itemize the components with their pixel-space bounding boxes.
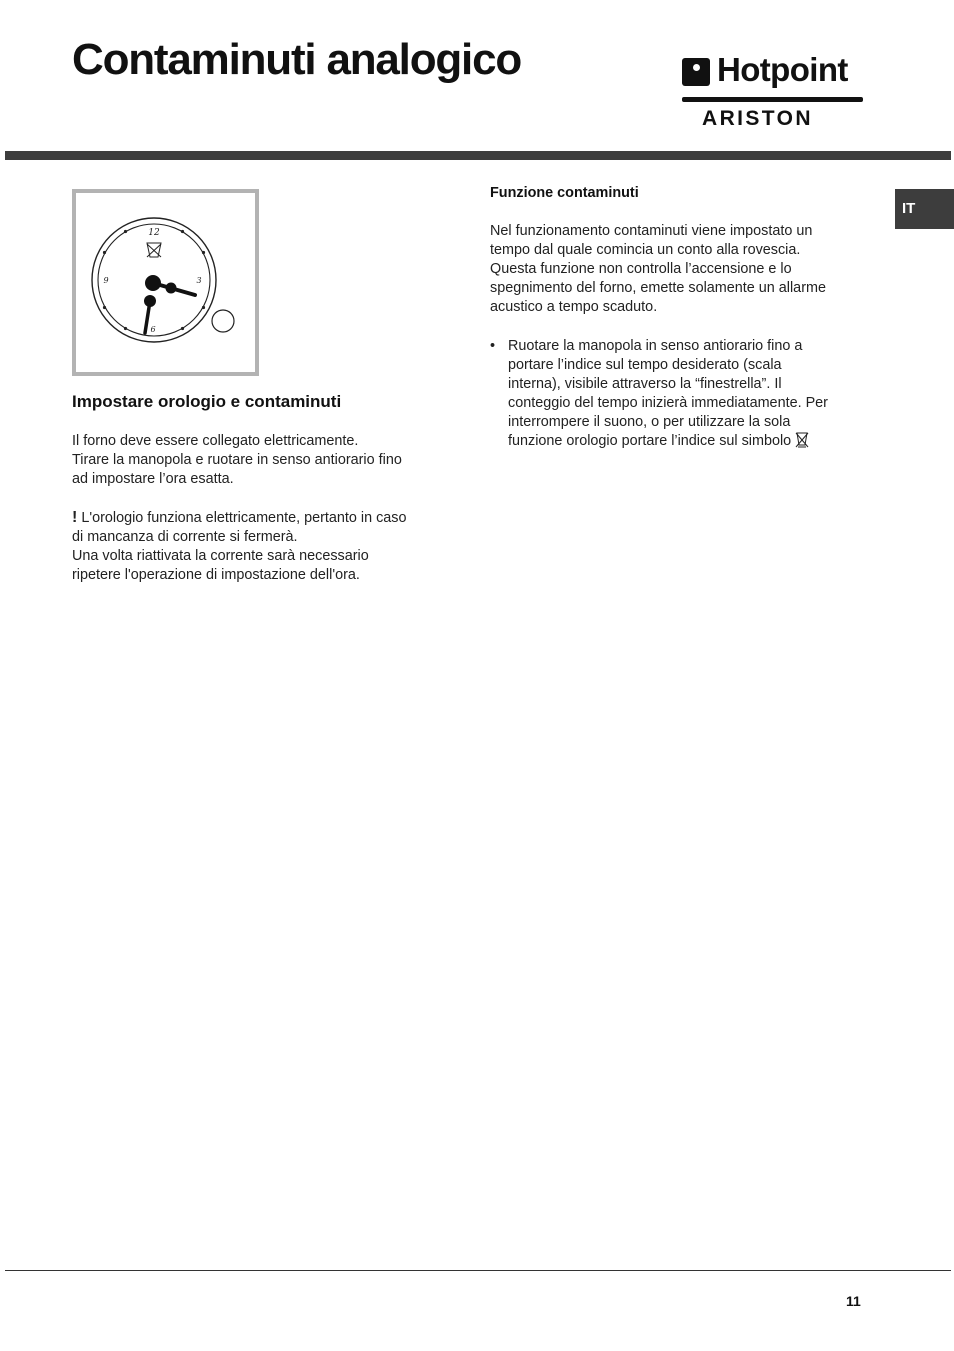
bullet-mark: •	[490, 338, 496, 354]
section-heading-clock: Impostare orologio e contaminuti	[72, 392, 342, 411]
paragraph-timer-function	[490, 222, 862, 317]
text-line: Ruotare la manopola in senso antiorario fino a	[508, 338, 803, 354]
bell-off-icon	[795, 432, 809, 448]
text-line: conteggio del tempo inizierà immediatamente. Per	[508, 395, 828, 411]
brand-logo	[682, 51, 864, 132]
brand-name-top: Hotpoint	[717, 51, 848, 88]
language-tab: IT	[895, 189, 954, 229]
text-line: portare l’indice sul tempo desiderato (scala	[508, 357, 782, 373]
section-heading-timer: Funzione contaminuti	[490, 185, 639, 201]
page-title: Contaminuti analogico	[72, 35, 522, 84]
text-line: L'orologio funziona elettricamente, pertanto in caso	[77, 510, 407, 526]
instruction-bullet	[490, 337, 862, 451]
text-line: ad impostare l’ora esatta.	[72, 471, 234, 487]
text-line: tempo dal quale comincia un conto alla rovescia.	[490, 242, 801, 258]
text-line: funzione orologio portare l’indice sul simbolo	[508, 433, 792, 449]
paragraph-warning	[72, 508, 444, 585]
brand-logo-bar	[682, 97, 863, 102]
brand-logo-mark	[682, 58, 710, 86]
warning-mark: !	[72, 509, 78, 526]
clock-illustration	[72, 189, 259, 376]
knob-icon	[212, 310, 234, 332]
bell-off-icon	[147, 243, 161, 257]
dial-label-12: 12	[148, 228, 160, 238]
text-line: acustico a tempo scaduto.	[490, 299, 658, 315]
text-line: interrompere il suono, o per utilizzare la sola	[508, 414, 791, 430]
dial-label-3: 3	[196, 276, 202, 285]
text-line: ripetere l'operazione di impostazione dell'ora.	[72, 567, 360, 583]
header-divider	[5, 151, 951, 160]
text-line: di mancanza di corrente si fermerà.	[72, 529, 298, 545]
text-line: interna), visibile attraverso la “finestrella”. Il	[508, 376, 782, 392]
clock-svg	[76, 193, 255, 372]
dial-label-6: 6	[150, 325, 156, 334]
text-line: Il forno deve essere collegato elettricamente.	[72, 433, 359, 449]
clock-hub-secondary	[166, 283, 177, 294]
footer-divider	[5, 1270, 951, 1271]
page-number: 11	[846, 1293, 861, 1309]
bullet-text	[508, 337, 862, 451]
text-line: Questa funzione non controlla l’accensione e lo	[490, 261, 792, 277]
clock-hub-main	[145, 275, 161, 291]
paragraph-clock-setup	[72, 432, 444, 489]
text-line: Nel funzionamento contaminuti viene impostato un	[490, 223, 813, 239]
text-line: Tirare la manopola e ruotare in senso antiorario fino	[72, 452, 402, 468]
clock-hub-lower	[144, 295, 156, 307]
text-line: spegnimento del forno, emette solamente un allarme	[490, 280, 826, 296]
brand-name-bottom: ARISTON	[702, 107, 813, 130]
text-line: Una volta riattivata la corrente sarà necessario	[72, 548, 369, 564]
dial-label-9: 9	[103, 276, 109, 285]
